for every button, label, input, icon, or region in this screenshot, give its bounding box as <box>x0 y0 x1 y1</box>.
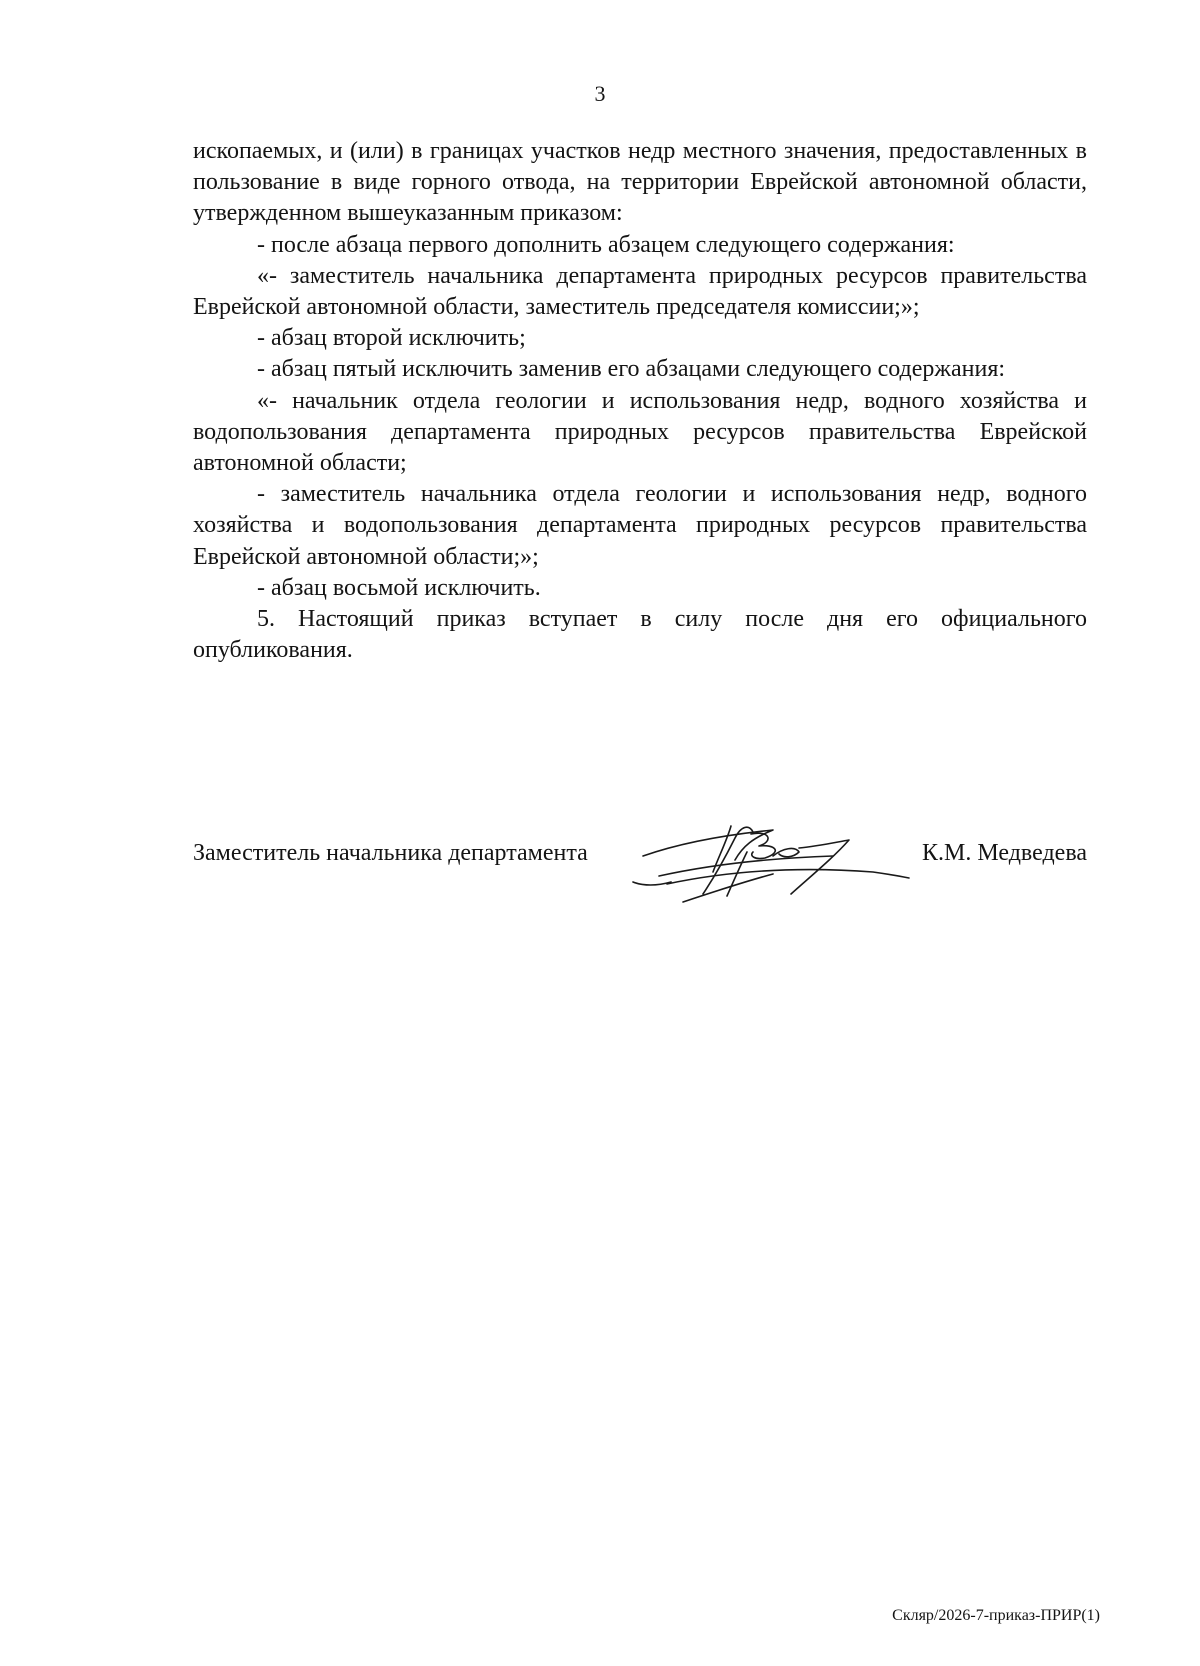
document-code: Скляр/2026-7-приказ-ПРИР(1) <box>892 1607 1100 1624</box>
paragraph-continuation: ископаемых, и (или) в границах участков недр местного значения, предоставленных в пользование в виде горного отвода, на территории Еврейской автономной области, утвержденном вышеуказанным приказом: <box>193 138 1087 227</box>
paragraph-head-of-division: «- начальник отдела геологии и использования недр, водного хозяйства и водопользования департамента природных ресурсов правительства Еврейской автономной области; <box>193 387 1087 477</box>
signer-position: Заместитель начальника департамента <box>193 840 588 866</box>
page-number: 3 <box>594 81 606 106</box>
paragraph-deputy-head-of-division: - заместитель начальника отдела геологии и использования недр, водного хозяйства и водопользования департамента природных ресурсов правительства Еврейской автономной области;»; <box>193 481 1087 570</box>
paragraph-fifth-replace: - абзац пятый исключить заменив его абзацами следующего содержания: <box>257 356 1006 383</box>
paragraph-deputy-chairman: «- заместитель начальника департамента природных ресурсов правительства Еврейской автономной области, заместитель председателя комиссии;»; <box>193 262 1087 321</box>
paragraph-after-first: - после абзаца первого дополнить абзацем следующего содержания: <box>257 231 955 258</box>
paragraph-second-exclude: - абзац второй исключить; <box>257 325 526 352</box>
signature-block <box>193 826 1087 906</box>
signer-name: К.М. Медведева <box>922 840 1087 866</box>
paragraph-effective-date: 5. Настоящий приказ вступает в силу после дня его официального опубликования. <box>193 606 1087 664</box>
paragraph-eighth-exclude: - абзац восьмой исключить. <box>257 574 541 601</box>
handwritten-signature <box>623 812 923 908</box>
document-body <box>193 136 1087 666</box>
